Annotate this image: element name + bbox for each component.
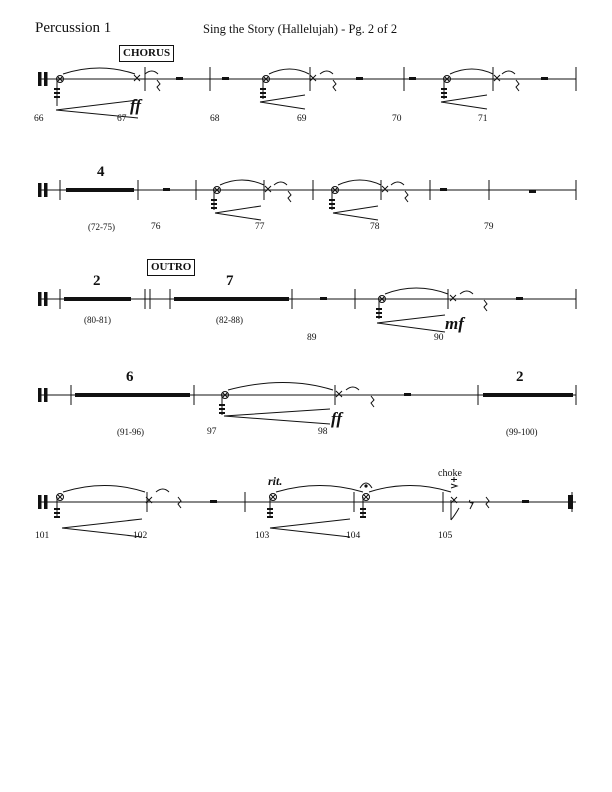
measure-number: 78: [370, 222, 380, 232]
measure-number: 97: [207, 427, 217, 437]
measure-range: (91-96): [117, 427, 144, 437]
measure-range: (99-100): [506, 427, 538, 437]
measure-range: (82-88): [216, 315, 243, 325]
measure-range: (72-75): [88, 222, 115, 232]
measure-number: 90: [434, 333, 444, 343]
part-name: Percussion 1: [35, 20, 112, 36]
measure-number: 69: [297, 114, 307, 124]
measure-number: 68: [210, 114, 220, 124]
measure-number: 98: [318, 427, 328, 437]
multirest-count: 4: [97, 164, 105, 180]
rehearsal-mark-chorus: CHORUS: [119, 45, 174, 62]
measure-number: 105: [438, 531, 453, 541]
multirest-count: 7: [226, 273, 234, 289]
measure-number: 76: [151, 222, 161, 232]
measure-number: 104: [346, 531, 361, 541]
measure-number: 77: [255, 222, 265, 232]
measure-number: 102: [133, 531, 148, 541]
multirest-count: 6: [126, 369, 134, 385]
technique-marking: choke: [438, 468, 462, 479]
measure-range: (80-81): [84, 315, 111, 325]
dynamic-ff-1: ff: [130, 96, 142, 115]
multirest-count: 2: [93, 273, 101, 289]
measure-number: 79: [484, 222, 494, 232]
measure-number: 67: [117, 114, 127, 124]
measure-number: 89: [307, 333, 317, 343]
page-title: Sing the Story (Hallelujah) - Pg. 2 of 2: [203, 22, 398, 36]
staff-system-1: [0, 40, 612, 160]
dynamic-ff-2: ff: [331, 409, 343, 428]
measure-number: 101: [35, 531, 50, 541]
measure-number: 71: [478, 114, 488, 124]
multirest-count: 2: [516, 369, 524, 385]
measure-number: 103: [255, 531, 270, 541]
measure-number: 70: [392, 114, 402, 124]
tempo-marking: rit.: [268, 474, 283, 488]
staff-system-3: [0, 260, 612, 350]
rehearsal-mark-outro: OUTRO: [147, 259, 195, 276]
measure-number: 66: [34, 114, 44, 124]
dynamic-mf: mf: [445, 314, 464, 333]
staff-system-5: [0, 460, 612, 550]
